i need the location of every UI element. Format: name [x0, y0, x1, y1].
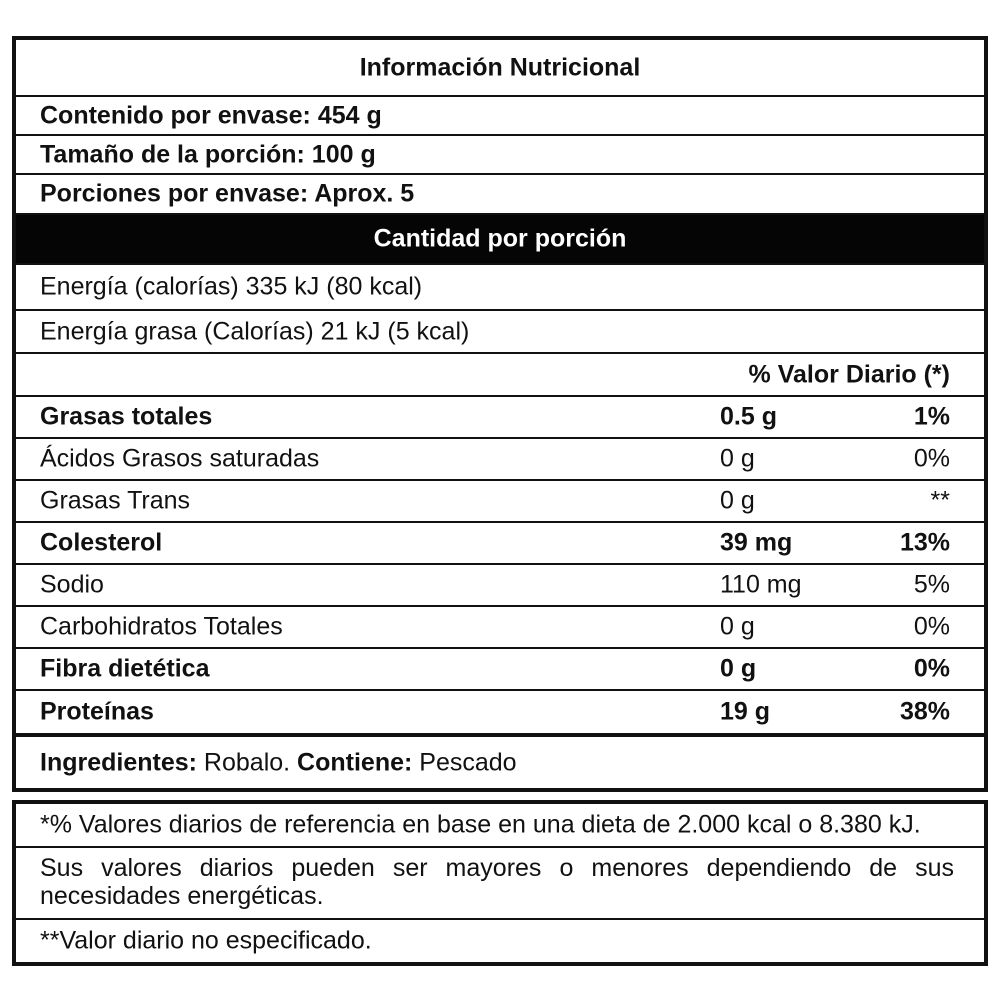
nutrient-amount: 19 g — [720, 697, 771, 726]
nutrient-amount: 0 g — [720, 654, 757, 683]
footnote-unspecified: **Valor diario no especificado. — [40, 926, 372, 955]
contenido-text: Contenido por envase: 454 g — [40, 101, 382, 129]
nutrient-amount: 0.5 g — [720, 402, 777, 431]
nutrient-amount: 110 mg — [720, 570, 802, 599]
ingredients-text: Ingredientes: Robalo. Contiene: Pescado — [40, 748, 517, 776]
nutrient-daily-value: 0% — [913, 612, 950, 641]
footnote-variation: Sus valores diarios pueden ser mayores o menores dependiendo de sus necesidades energéticas. — [40, 854, 954, 910]
section-header — [16, 215, 984, 265]
nutrient-daily-value: 5% — [913, 570, 950, 599]
nutrition-facts-table — [12, 36, 988, 792]
nutrient-daily-value: 13% — [899, 528, 950, 557]
energy-row — [16, 265, 984, 311]
daily-value-header-row — [16, 354, 984, 397]
porcion-row — [16, 136, 984, 175]
nutrient-name: Colesterol — [40, 528, 163, 557]
footnotes-box — [12, 800, 988, 966]
nutrient-name: Sodio — [40, 570, 104, 599]
table-row — [16, 565, 984, 607]
energy-fat-text: Energía grasa (Calorías) 21 kJ (5 kcal) — [40, 317, 470, 345]
nutrient-name: Proteínas — [40, 697, 154, 726]
nutrient-amount: 0 g — [720, 486, 755, 515]
nutrient-daily-value: 38% — [899, 697, 950, 726]
table-row — [16, 649, 984, 691]
nutrient-name: Carbohidratos Totales — [40, 612, 283, 641]
ingredients-row — [16, 737, 984, 788]
nutrient-amount: 39 mg — [720, 528, 793, 557]
section-title: Cantidad por porción — [373, 224, 627, 253]
table-row — [16, 481, 984, 523]
nutrient-daily-value: 1% — [913, 402, 950, 431]
energy-fat-row — [16, 311, 984, 354]
table-row — [16, 439, 984, 481]
contenido-row — [16, 97, 984, 136]
footnote-reference: *% Valores diarios de referencia en base en una dieta de 2.000 kcal o 8.380 kJ. — [40, 810, 921, 839]
footnote-unspecified-row — [16, 920, 984, 962]
footnote-reference-row — [16, 804, 984, 848]
nutrient-daily-value: ** — [930, 486, 950, 515]
porciones-text: Porciones por envase: Aprox. 5 — [40, 179, 415, 208]
table-row — [16, 397, 984, 439]
nutrient-name: Fibra dietética — [40, 654, 210, 683]
table-row — [16, 607, 984, 649]
footnote-variation-row — [16, 848, 984, 920]
daily-value-header: % Valor Diario (*) — [748, 360, 950, 388]
nutrient-name: Grasas Trans — [40, 486, 191, 515]
nutrient-daily-value: 0% — [913, 444, 950, 473]
porciones-row — [16, 175, 984, 215]
table-row — [16, 691, 984, 737]
table-title: Información Nutricional — [359, 53, 641, 81]
energy-text: Energía (calorías) 335 kJ (80 kcal) — [40, 272, 423, 301]
nutrient-name: Ácidos Grasos saturadas — [40, 444, 320, 473]
nutrient-amount: 0 g — [720, 444, 755, 473]
title-row — [16, 40, 984, 97]
nutrient-amount: 0 g — [720, 612, 755, 641]
nutrient-name: Grasas totales — [40, 402, 213, 431]
table-row — [16, 523, 984, 565]
porcion-text: Tamaño de la porción: 100 g — [40, 140, 376, 168]
nutrient-daily-value: 0% — [913, 654, 950, 683]
